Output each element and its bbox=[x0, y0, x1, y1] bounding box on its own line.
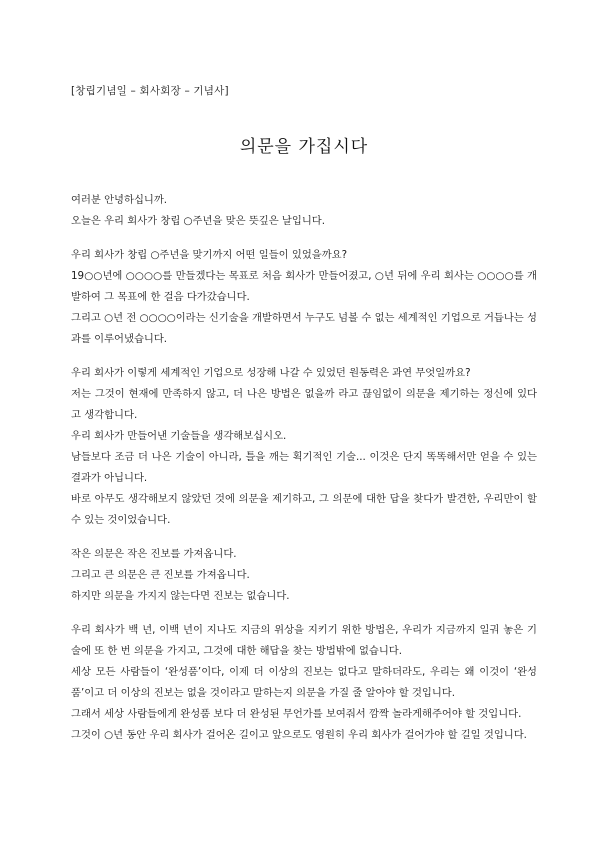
paragraph-line: 여러분 안녕하십니까. bbox=[71, 194, 168, 206]
paragraph-line: 세상 모든 사람들이 ‘완성품’이다, 이제 더 이상의 진보는 없다고 말하더라도, 우리는 왜 이것이 ‘완성품’이고 더 이상의 진보는 없을 것이라고 말하는지 의문을 가질 줄 알아야 할 것입니다. bbox=[71, 666, 537, 699]
paragraph-line: 바로 아무도 생각해보지 않았던 것에 의문을 제기하고, 그 의문에 대한 답을 찾다가 발견한, 우리만이 할 수 있는 것이었습니다. bbox=[71, 493, 537, 526]
paragraph-line: 우리 회사가 이렇게 세계적인 기업으로 성장해 나갈 수 있었던 원동력은 과연 무엇일까요? bbox=[71, 367, 471, 379]
paragraph-line: 우리 회사가 백 년, 이백 년이 지나도 지금의 위상을 지키기 위한 방법은, 우리가 지금까지 일궈 놓은 기술에 또 한 번 의문을 가지고, 그것에 대한 해답을 찾는 방법밖에 없습니다. bbox=[71, 624, 537, 657]
paragraph-line: 저는 그것이 현재에 만족하지 않고, 더 나은 방법은 없을까 라고 끊임없이 의문을 제기하는 정신에 있다고 생각합니다. bbox=[71, 388, 537, 421]
document-title: 의문을 가집시다 bbox=[239, 137, 369, 157]
paragraph-line: 작은 의문은 작은 진보를 가져옵니다. bbox=[71, 548, 237, 560]
paragraph-line: 우리 회사가 만들어낸 기술들을 생각해보십시오. bbox=[71, 430, 287, 442]
paragraph-4 bbox=[71, 544, 537, 607]
paragraph-line: 19○○년에 ○○○○를 만들겠다는 목표로 처음 회사가 만들어졌고, ○년 뒤에 우리 회사는 ○○○○를 개발하여 그 목표에 한 걸음 다가갔습니다. bbox=[71, 270, 537, 303]
paragraph-line: 그것이 ○년 동안 우리 회사가 걸어온 길이고 앞으로도 영원히 우리 회사가 걸어가야 할 길일 것입니다. bbox=[71, 729, 527, 741]
paragraph-2 bbox=[71, 245, 537, 350]
header-tag: [창립기념일 – 회사회장 – 기념사] bbox=[71, 85, 229, 97]
paragraph-line: 우리 회사가 창립 ○주년을 맞기까지 어떤 일들이 있었을까요? bbox=[71, 249, 348, 261]
paragraph-line: 그리고 ○년 전 ○○○○이라는 신기술을 개발하면서 누구도 넘볼 수 없는 세계적인 기업으로 거듭나는 성과를 이루어냈습니다. bbox=[71, 312, 537, 345]
paragraph-line: 남들보다 조금 더 나은 기술이 아니라, 틀을 깨는 획기적인 기술... 이것은 단지 똑똑해서만 얻을 수 있는 결과가 아닙니다. bbox=[71, 451, 537, 484]
paragraph-5 bbox=[71, 620, 537, 746]
paragraph-line: 그래서 세상 사람들에게 완성품 보다 더 완성된 무언가를 보여줘서 깜짝 놀라게해주어야 할 것입니다. bbox=[71, 708, 522, 720]
paragraph-line: 그리고 큰 의문은 큰 진보를 가져옵니다. bbox=[71, 569, 250, 581]
paragraph-3 bbox=[71, 363, 537, 531]
paragraph-line: 오늘은 우리 회사가 창립 ○주년을 맞은 뜻깊은 날입니다. bbox=[71, 215, 325, 227]
paragraph-line: 하지만 의문을 가지지 않는다면 진보는 없습니다. bbox=[71, 590, 290, 602]
paragraph-1 bbox=[71, 190, 537, 232]
